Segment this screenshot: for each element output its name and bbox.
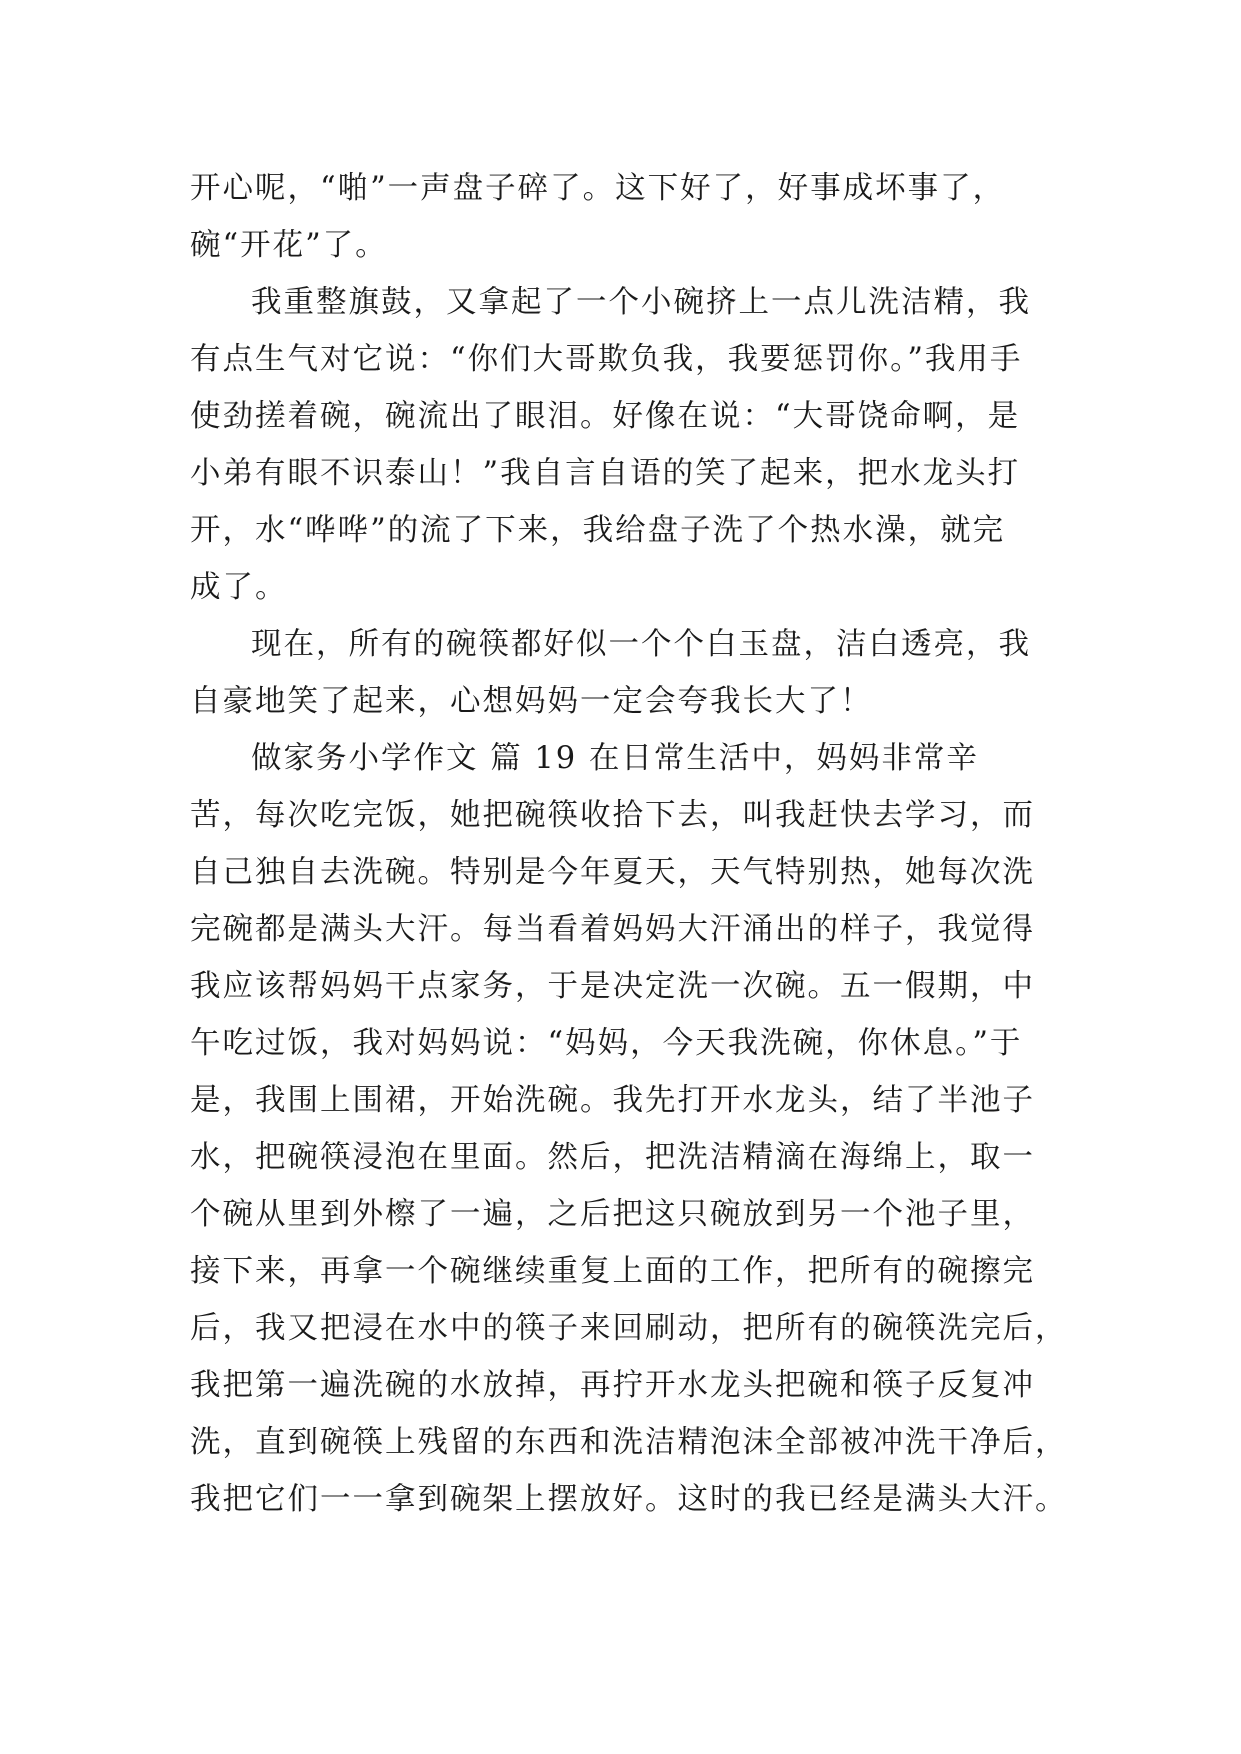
text-line: 自豪地笑了起来，心想妈妈一定会夸我长大了！ [190, 684, 873, 719]
text-line: 完碗都是满头大汗。每当看着妈妈大汗涌出的样子，我觉得 [190, 912, 1035, 947]
text-line: 我应该帮妈妈干点家务，于是决定洗一次碗。五一假期，中 [190, 969, 1035, 1004]
text-line: 有点生气对它说：“你们大哥欺负我，我要惩罚你。”我用手 [190, 342, 1023, 377]
text-line: 午吃过饭，我对妈妈说：“妈妈，今天我洗碗，你休息。”于 [190, 1026, 1023, 1061]
text-line: 小弟有眼不识泰山！”我自言自语的笑了起来，把水龙头打 [190, 456, 1021, 491]
essay-text [190, 160, 1070, 1528]
text-line: 水，把碗筷浸泡在里面。然后，把洗洁精滴在海绵上，取一 [190, 1140, 1035, 1175]
text-line: 我重整旗鼓，又拿起了一个小碗挤上一点儿洗洁精，我 [251, 285, 1031, 320]
text-line: 我把第一遍洗碗的水放掉，再拧开水龙头把碗和筷子反复冲 [190, 1368, 1035, 1403]
text-line: 开心呢，“啪”一声盘子碎了。这下好了，好事成坏事了， [190, 171, 1006, 206]
text-line: 我把它们一一拿到碗架上摆放好。这时的我已经是满头大汗。 [190, 1482, 1068, 1517]
text-line: 开，水“哗哗”的流了下来，我给盘子洗了个热水澡，就完 [190, 513, 1006, 548]
text-line: 接下来，再拿一个碗继续重复上面的工作，把所有的碗擦完 [190, 1254, 1035, 1289]
section-heading-line: 做家务小学作文 篇 19 在日常生活中，妈妈非常辛 [251, 741, 979, 776]
text-line: 使劲搓着碗，碗流出了眼泪。好像在说：“大哥饶命啊，是 [190, 399, 1021, 434]
text-line: 苦，每次吃完饭，她把碗筷收拾下去，叫我赶快去学习，而 [190, 798, 1035, 833]
text-line: 碗“开花”了。 [190, 228, 388, 263]
text-line: 后，我又把浸在水中的筷子来回刷动，把所有的碗筷洗完后， [190, 1311, 1068, 1346]
text-line: 成了。 [190, 570, 288, 605]
text-line: 个碗从里到外檫了一遍，之后把这只碗放到另一个池子里， [190, 1197, 1035, 1232]
text-line: 现在，所有的碗筷都好似一个个白玉盘，洁白透亮，我 [251, 627, 1031, 662]
text-line: 自己独自去洗碗。特别是今年夏天，天气特别热，她每次洗 [190, 855, 1035, 890]
text-line: 是，我围上围裙，开始洗碗。我先打开水龙头，结了半池子 [190, 1083, 1035, 1118]
text-line: 洗，直到碗筷上残留的东西和洗洁精泡沫全部被冲洗干净后， [190, 1425, 1068, 1460]
